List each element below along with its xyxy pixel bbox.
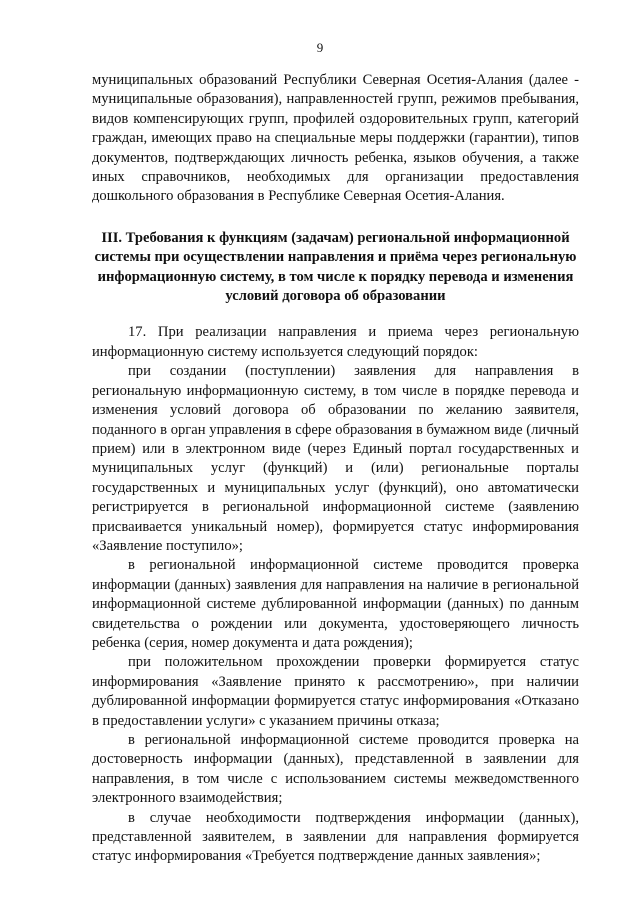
paragraph-17: 17. При реализации направления и приема через региональную информационную систему используется следующий порядок: [92,324,579,360]
paragraph-confirmation-required: в случае необходимости подтверждения информации (данных), представленной заявителем, в заявлении для направления формируется статус информирования «Требуется подтверждение данных заявления»; [92,809,579,865]
paragraph-authenticity-check: в региональной информационной системе проводится проверка на достоверность информации (данных), представленной в заявлении для направления, в том числе с использованием системы межведомственного электронного взаимодействия; [92,732,579,807]
continued-paragraph: муниципальных образований Республики Северная Осетия-Алания (далее - муниципальные образования), направленностей групп, режимов пребывания, видов компенсирующих групп, профилей оздоровительных групп, категорий граждан, имеющих право на специальные меры поддержки (гарантии), типов документов, подтверждающих личность ребенка, языков обучения, а также иных справочников, необходимых для организации предоставления дошкольного образования в Республике Северная Осетия-Алания. [92,72,579,205]
section-heading: III. Требования к функциям (задачам) региональной информационной системы при осуществлении направления и приёма через региональную информационную систему, в том числе к порядку перевода и изменения условий договора об образовании [94,229,577,305]
document-body [92,71,579,867]
paragraph-application-creation: при создании (поступлении) заявления для направления в региональную информационную систему, в том числе в порядке перевода и изменения условий договора об образовании по желанию заявителя, поданного в орган управления в сфере образования в бумажном виде (личный прием) или в электронном виде (через Единый портал государственных и муниципальных услуг (функций) и (или) региональные порталы государственных и муниципальных услуг (функций), оно автоматически регистрируется в региональной информационной системе (заявлению присваивается уникальный номер), формируется статус информирования «Заявление поступило»; [92,363,579,554]
page-number: 9 [316,40,324,55]
paragraph-duplicate-check: в региональной информационной системе проводится проверка информации (данных) заявления для направления на наличие в региональной информационной системе дублированной информации (данных) по данным свидетельства о рождении или документа, удостоверяющего личность ребенка (серия, номер документа и дата рождения); [92,557,579,651]
paragraph-check-result: при положительном прохождении проверки формируется статус информирования «Заявление принято к рассмотрению», при наличии дублированной информации формируется статус информирования «Отказано в предоставлении услуги» с указанием причины отказа; [92,654,579,729]
